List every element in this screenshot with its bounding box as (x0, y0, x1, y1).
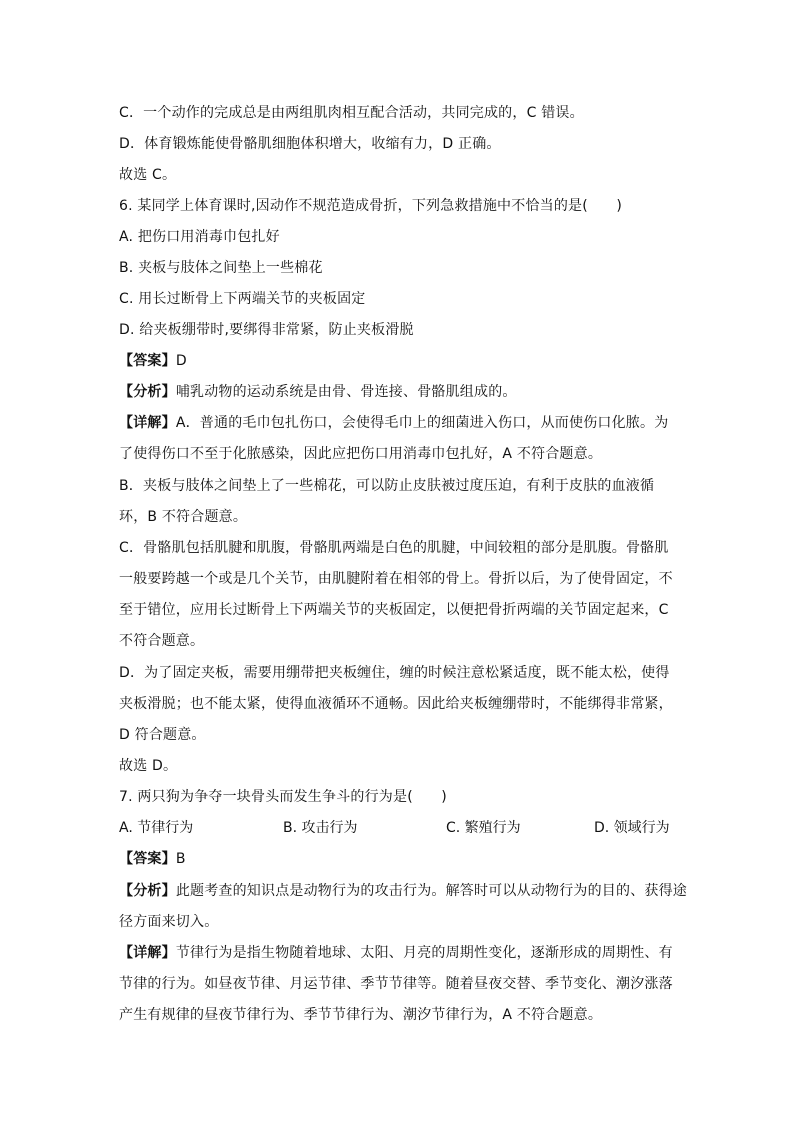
text-line: 环，B 不符合题意。 (119, 509, 248, 525)
answer-tag: 【答案】 (119, 353, 176, 369)
text-line: 产生有规律的昼夜节律行为、季节节律行为、潮汐节律行为，A 不符合题意。 (119, 1007, 603, 1023)
text-line: 径方面来切入。 (119, 914, 219, 930)
text-line: 了使得伤口不至于化脓感染，因此应把伤口用消毒巾包扎好，A 不符合题意。 (119, 446, 603, 462)
text-line: 节律的行为。如昼夜节律、月运节律、季节节律等。随着昼夜交替、季节变化、潮汐涨落 (119, 976, 673, 992)
detail-text: A．普通的毛巾包扎伤口，会使得毛巾上的细菌进入伤口，从而使伤口化脓。为 (175, 415, 669, 431)
answer-value: D (175, 353, 187, 369)
question-7-option-d: D. 领域行为 (594, 820, 670, 836)
text-line: 夹板滑脱；也不能太紧，使得血液循环不通畅。因此给夹板缠绷带时，不能绑得非常紧， (119, 696, 673, 712)
question-6-option-a: A. 把伤口用消毒巾包扎好 (119, 229, 280, 245)
text-line: 故选 C。 (119, 167, 177, 183)
analysis-tag: 【分析】 (119, 384, 176, 400)
question-7-option-b: B. 攻击行为 (283, 820, 358, 836)
text-line: D 符合题意。 (119, 727, 206, 743)
question-7-answer (119, 850, 186, 868)
detail-tag: 【详解】 (119, 945, 176, 961)
question-6-stem: 6. 某同学上体育课时,因动作不规范造成骨折，下列急救措施中不恰当的是( ) (119, 198, 622, 214)
question-7-stem: 7. 两只狗为争夺一块骨头而发生争斗的行为是( ) (119, 789, 447, 805)
analysis-tag: 【分析】 (119, 883, 176, 899)
analysis-text: 哺乳动物的运动系统是由骨、骨连接、骨骼肌组成的。 (175, 384, 517, 400)
detail-text: 节律行为是指生物随着地球、太阳、月亮的周期性变化，逐渐形成的周期性、有 (175, 945, 673, 961)
text-line: C．骨骼肌包括肌腱和肌腹，骨骼肌两端是白色的肌腱，中间较粗的部分是肌腹。骨骼肌 (119, 540, 669, 556)
answer-value: B (175, 851, 186, 867)
analysis-text: 此题考查的知识点是动物行为的攻击行为。解答时可以从动物行为的目的、获得途 (175, 883, 688, 899)
text-line: D．体育锻炼能使骨骼肌细胞体积增大，收缩有力，D 正确。 (119, 136, 501, 152)
question-7-option-a: A. 节律行为 (119, 820, 194, 836)
text-line: 至于错位，应用长过断骨上下两端关节的夹板固定，以便把骨折两端的关节固定起来，C (119, 602, 669, 618)
text-line: 一般要跨越一个或是几个关节，由肌腱附着在相邻的骨上。骨折以后，为了使骨固定，不 (119, 571, 673, 587)
text-line: 不符合题意。 (119, 633, 205, 649)
question-6-conclusion: 故选 D。 (119, 758, 178, 774)
question-7-option-c: C. 繁殖行为 (446, 820, 521, 836)
question-7-detail (119, 944, 673, 962)
question-6-answer (119, 352, 187, 370)
text-line: D．为了固定夹板，需要用绷带把夹板缠住，缠的时候注意松紧适度，既不能太松，使得 (119, 665, 670, 681)
text-line: B．夹板与肢体之间垫上了一些棉花，可以防止皮肤被过度压迫，有利于皮肤的血液循 (119, 478, 655, 494)
question-7-analysis (119, 882, 687, 900)
question-6-detail (119, 414, 668, 432)
question-6-option-b: B. 夹板与肢体之间垫上一些棉花 (119, 260, 323, 276)
question-6-option-c: C. 用长过断骨上下两端关节的夹板固定 (119, 291, 366, 307)
question-6-option-d: D. 给夹板绷带时,要绑得非常紧，防止夹板滑脱 (119, 322, 414, 338)
question-6-analysis (119, 383, 517, 401)
detail-tag: 【详解】 (119, 415, 176, 431)
answer-tag: 【答案】 (119, 851, 176, 867)
text-line: C．一个动作的完成总是由两组肌肉相互配合活动，共同完成的，C 错误。 (119, 105, 584, 121)
